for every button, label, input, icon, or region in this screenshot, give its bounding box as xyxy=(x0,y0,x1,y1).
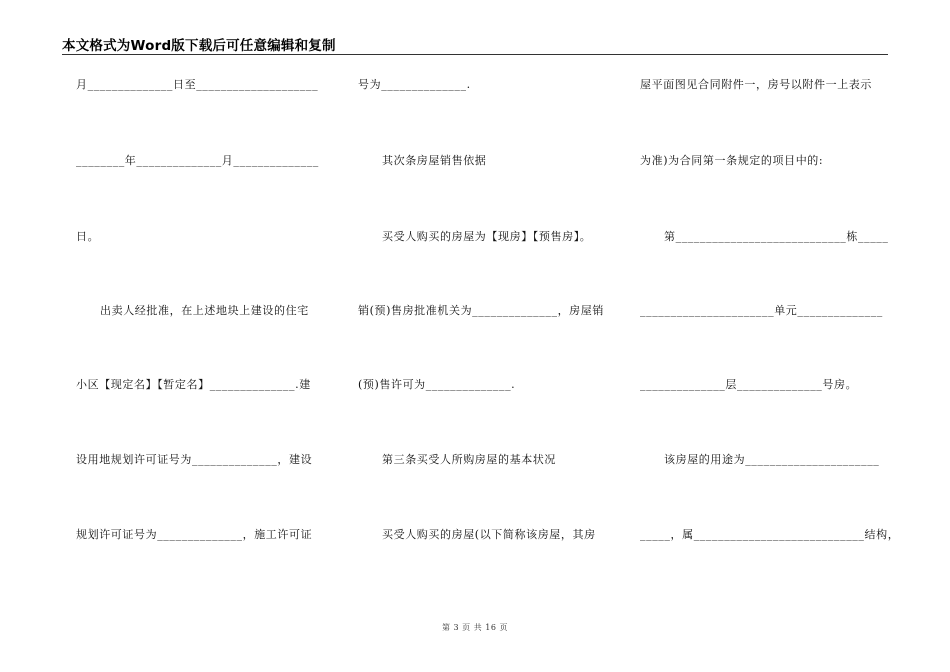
text-line: 号为______________. xyxy=(358,78,471,91)
header-title: 本文格式为Word版下载后可任意编辑和复制 xyxy=(62,38,336,54)
text-line: 其次条房屋销售依据 xyxy=(382,154,487,167)
text-line: 规划许可证号为______________，施工许可证 xyxy=(76,528,313,541)
text-line: 小区【现定名】【暂定名】______________.建 xyxy=(76,378,311,391)
text-line: 设用地规划许可证号为______________，建设 xyxy=(76,453,313,466)
text-line: 销(预)售房批准机关为______________，房屋销 xyxy=(358,304,604,317)
text-line: 出卖人经批准，在上述地块上建设的住宅 xyxy=(100,304,309,317)
text-line: ______________层______________号房。 xyxy=(640,378,858,391)
text-line: 为准)为合同第一条规定的项目中的: xyxy=(640,154,824,167)
text-line: 第三条买受人所购房屋的基本状况 xyxy=(382,453,556,466)
page-header xyxy=(62,34,888,55)
text-line: ______________________单元______________ xyxy=(640,304,883,317)
text-line: 买受人购买的房屋(以下简称该房屋，其房 xyxy=(382,528,596,541)
page-footer: 第 3 页 共 16 页 xyxy=(442,623,508,632)
text-line: 屋平面图见合同附件一，房号以附件一上表示 xyxy=(640,78,872,91)
text-line: 该房屋的用途为______________________ xyxy=(664,453,880,466)
text-line: 日。 xyxy=(76,230,100,243)
text-line: _____，属____________________________结构， xyxy=(640,528,900,541)
text-line: ________年______________月______________ xyxy=(76,154,319,167)
text-line: 月______________日至____________________ xyxy=(76,78,319,91)
text-line: 第____________________________栋_____ xyxy=(664,230,889,243)
text-line: (预)售许可为______________. xyxy=(358,378,516,391)
text-line: 买受人购买的房屋为【现房】【预售房】。 xyxy=(382,230,592,243)
